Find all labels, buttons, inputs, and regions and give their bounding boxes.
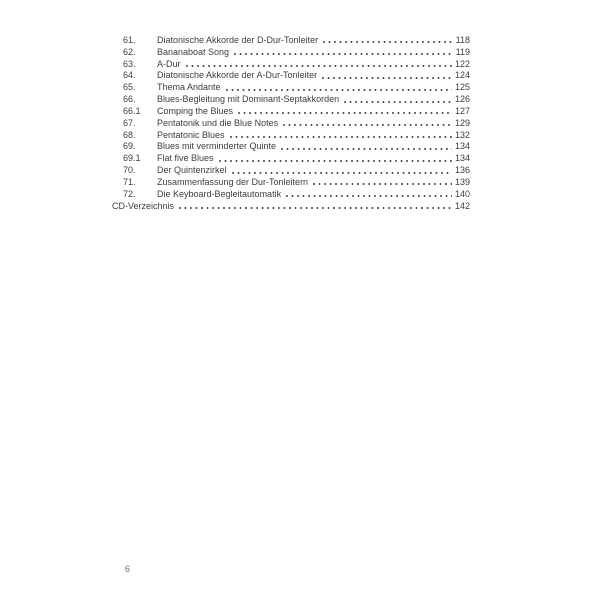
toc-entry-number: 72.	[123, 188, 136, 199]
toc-entry-page: 134	[454, 153, 470, 164]
dot-leader	[238, 112, 452, 114]
dot-leader	[283, 124, 452, 126]
toc-entry-number: 67.	[123, 117, 136, 128]
toc-entry-row	[112, 175, 470, 187]
toc-entry-page: 126	[454, 94, 470, 105]
toc-entry-title: Pentatonik und die Blue Notes	[157, 117, 279, 128]
dot-leader	[281, 148, 452, 150]
toc-entry-number: 68.	[123, 129, 136, 140]
toc-entry-title: Bananaboat Song	[157, 46, 230, 57]
dot-leader	[230, 136, 452, 138]
toc-entry-row	[112, 128, 470, 140]
toc-entry-row	[112, 57, 470, 69]
toc-entry-number: 66.1	[123, 105, 141, 116]
toc-entry-page: 129	[454, 117, 470, 128]
dot-leader	[286, 195, 452, 197]
table-of-contents	[112, 33, 470, 211]
toc-entry-row	[112, 199, 470, 211]
toc-entry-title: Diatonische Akkorde der D-Dur-Tonleiter	[157, 34, 319, 45]
toc-entry-number: 65.	[123, 82, 136, 93]
toc-entry-row	[112, 92, 470, 104]
toc-entry-title: Thema Andante	[157, 82, 221, 93]
toc-entry-title: Comping the Blues	[157, 105, 234, 116]
toc-entry-title: Pentatonic Blues	[157, 129, 225, 140]
toc-entry-title: A-Dur	[157, 58, 181, 69]
toc-entry-number: 61.	[123, 34, 136, 45]
toc-entry-title: Blues-Begleitung mit Dominant-Septakkorden	[157, 94, 340, 105]
toc-entry-page: 125	[454, 82, 470, 93]
toc-entry-title: Flat five Blues	[157, 153, 214, 164]
toc-entry-title: Der Quintenzirkel	[157, 165, 227, 176]
toc-entry-page: 132	[454, 129, 470, 140]
dot-leader	[234, 53, 453, 55]
dot-leader	[232, 172, 452, 174]
toc-entry-page: 119	[455, 46, 470, 57]
toc-entry-title: Blues mit verminderter Quinte	[157, 141, 277, 152]
toc-entry-page: 122	[454, 58, 470, 69]
dot-leader	[323, 41, 453, 43]
toc-entry-row	[112, 69, 470, 81]
dot-leader	[179, 207, 452, 209]
toc-entry-row	[112, 163, 470, 175]
toc-entry-page: 124	[454, 70, 470, 81]
toc-entry-row	[112, 45, 470, 57]
toc-entry-title: CD-Verzeichnis	[112, 200, 175, 211]
toc-entry-row	[112, 140, 470, 152]
toc-entry-number: 71.	[123, 176, 136, 187]
page-number-folio: 6	[125, 564, 131, 574]
toc-entry-number: 62.	[123, 46, 136, 57]
toc-entry-number: 69.	[123, 141, 136, 152]
toc-entry-row	[112, 80, 470, 92]
dot-leader	[313, 183, 452, 185]
toc-entry-title: Diatonische Akkorde der A-Dur-Tonleiter	[157, 70, 318, 81]
toc-entry-number: 63.	[123, 58, 136, 69]
toc-entry-page: 134	[454, 141, 470, 152]
dot-leader	[219, 160, 452, 162]
toc-entry-page: 127	[454, 105, 470, 116]
toc-entry-row	[112, 104, 470, 116]
dot-leader	[322, 77, 452, 79]
toc-entry-number: 69.1	[123, 153, 141, 164]
dot-leader	[186, 65, 452, 67]
toc-entry-number: 66.	[123, 94, 136, 105]
toc-entry-title: Zusammenfassung der Dur-Tonleitern	[157, 176, 309, 187]
toc-entry-title: Die Keyboard-Begleitautomatik	[157, 188, 282, 199]
toc-entry-row	[112, 187, 470, 199]
toc-entry-page: 139	[454, 176, 470, 187]
toc-entry-number: 64.	[123, 70, 136, 81]
toc-entry-row	[112, 33, 470, 45]
dot-leader	[226, 89, 452, 91]
toc-entry-row	[112, 116, 470, 128]
toc-entry-page: 136	[454, 165, 470, 176]
toc-entry-page: 118	[455, 34, 470, 45]
dot-leader	[344, 101, 452, 103]
toc-entry-page: 140	[454, 188, 470, 199]
toc-entry-page: 142	[454, 200, 470, 211]
toc-entry-number: 70.	[123, 165, 136, 176]
toc-entry-row	[112, 151, 470, 163]
